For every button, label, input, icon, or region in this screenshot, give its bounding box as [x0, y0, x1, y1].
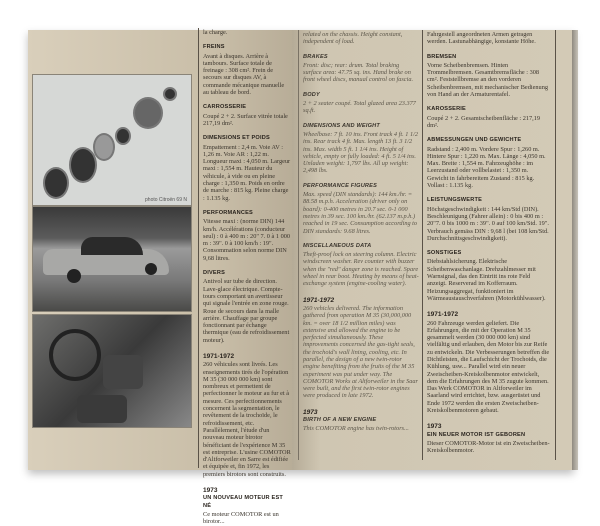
car-roof [81, 237, 143, 255]
section-body: Antivol sur tube de direction. Lave-glace électrique. Compte-tours comportant un avertisseur qui signale l'entrée en zone rouge. Roue de secours dans la malle arrière. Chauffage par groupe fonctionnant par échange thermique (eau de refroidissement moteur). [203, 278, 290, 344]
year-heading: 1971-1972 [203, 352, 235, 360]
history-title: EIN NEUER MOTOR IST GEBOREN [427, 431, 526, 438]
section-heading: FREINS [203, 44, 225, 51]
year-heading: 1971-1972 [303, 296, 335, 304]
left-page [28, 29, 292, 526]
section-heading: KAROSSERIE [427, 106, 466, 113]
section-body: 2 + 2 seater coupé. Total glazed area 23.377 sq.ft. [303, 100, 416, 115]
photo-interior [32, 314, 192, 428]
section-body: Höchstgeschwindigkeit : 144 km/Std (DIN). Beschleunigung (Fahrer allein) : 0 bis 400 m : 20"7. 0 bis 1000 m : 39". 0 auf 100 km/Std. 19". Verbrauch gemäss DIN : 9,68 l (bei 108 km/Std. Durchschnittsgeschwindigkeit). [427, 205, 549, 242]
right-page [292, 30, 574, 470]
section-heading: BRAKES [303, 53, 328, 60]
section-heading: DIMENSIONS AND WEIGHT [303, 122, 381, 129]
section-body: Vitesse maxi : (norme DIN) 144 km/h. Accélérations (conducteur seul) : 0 à 400 m : 20" 7. 0 à 1 000 m : 39". 0 à 100 km/h : 19". Consommation selon norme DIN 9,68 litres. [203, 218, 291, 262]
section-heading: PERFORMANCE FIGURES [303, 182, 378, 189]
section-body: Diebstahlsicherung. Elektrische Scheibenwaschanlage. Drehzahlmesser mit Warnsignal, das den Eintritt ins rote Feld anzeigt. Reserverad im Kofferraum. Heizungsaggregat, funktioniert im Wärmeaustauschverfahren (Motorkühlwasser). [427, 258, 546, 302]
engine-housing [69, 147, 97, 183]
history-body: Ce moteur COMOTOR est un birotor... [203, 510, 279, 526]
section-heading: CARROSSERIE [203, 104, 247, 111]
car-wheel [67, 269, 81, 283]
section-heading: MISCELLANEOUS DATA [303, 242, 372, 249]
section-heading: PERFORMANCES [203, 209, 253, 216]
section-body: Empattement : 2,4 m. Voie AV : 1,26 m. Voie AR : 1,22 m. Longueur maxi : 4,050 m. Largeur maxi : 1,554 m. Hauteur du véhicule, à vide ou en pleine charge : 1,350 m. Poids en ordre de marche : 815 kg. Pleine charge : 1.135 kg. [203, 143, 291, 202]
section-body: Avant à disques. Arrière à tambours. Surface totale de freinage : 308 cm². Frein de secours sur disques AV, à commande mécanique manuelle au tableau de bord. [203, 52, 285, 97]
engine-block [133, 97, 163, 129]
year-heading: 1973 [427, 423, 442, 431]
intro-text: Fahrgestell angeordneten Armen getragen werden. Lastunabhängige, konstante Höhe. [427, 31, 536, 46]
section-body: Max. speed (DIN standards): 144 km./hr. = 88.58 m.p.h. Acceleration (driver only on board): 0-400 metres in 20.7 sec. 0-1 000 metres in 39 sec. 100 km./hr. (62.137 m.p.h.) reached in 19 sec. Consumption according to DIN standards: 9.68 litres. [303, 191, 418, 235]
section-heading: SONSTIGES [427, 250, 462, 257]
section-heading: BREMSEN [427, 53, 457, 60]
photo-exploded-engine [32, 74, 192, 206]
engine-flywheel [43, 167, 69, 199]
section-body: Theft-proof lock on steering column. Electric windscreen washer. Rev counter with buzzer when the "red" danger zone is reached. Spare wheel in rear boot. Heating by means of heat-exchange system (engine-cooling water). [303, 251, 419, 288]
history-body: 260 véhicules sont livrés. Les enseignements tirés de l'opération M 35 (30 000 000 km) sont nombreux et permettent de perfectionner le moteur au fur et à mesure. Ces perfectionnements concernent la segmentation, le revêtement de la trochoïde, le refroidissement, etc. Parallèlement, l'étude d'un nouveau moteur birotor bénéficiant de l'expérience M 35 est entreprise. L'usine COMOTOR d'Altforweiler en Sarre est édifiée et équipée et, fin 1972, les premiers birotors sont construits. [203, 361, 291, 478]
history-body: This COMOTOR engine has twin-rotors... [303, 425, 409, 433]
intro-text: related on the chassis. Height constant, independent of load. [303, 31, 403, 46]
photo-coupe [32, 206, 192, 312]
german-column [422, 30, 556, 460]
intro-text: la charge. [203, 29, 228, 36]
french-column [198, 28, 291, 526]
photo-caption: photo Citroën 69 N [145, 197, 187, 203]
engine-rotor [93, 133, 115, 161]
open-book [28, 29, 574, 526]
year-heading: 1971-1972 [427, 311, 459, 319]
section-body: Radstand : 2,400 m. Vordere Spur : 1,260 m. Hintere Spur : 1,220 m. Max. Länge : 4,050 m. Max. Breite : 1,554 m. Fahrzeughöhe : im Leerzustand oder vollbelastet : 1,350 m. Gewicht in fahrbereitem Zustand : 815 kg. Vollast : 1.135 kg. [427, 145, 546, 190]
history-body: 260 vehicles delivered. The information gathered from operation M 35 (30,000,000 km. = over 18 1/2 million miles) was extensive and allowed the engine to be perfected simultaneously. These improvements concerned the gas-tight seals, the trochoid's wall lining, cooling, etc. In parallel, the design of a new twin-rotor engine benefiting from the fruits of the M 35 experiment was put under way. The COMOTOR Works at Altforweiler in the Saar were built, and the first twin-rotor engines were produced in late 1972. [303, 304, 418, 400]
section-heading: DIVERS [203, 270, 226, 277]
engine-part [115, 127, 131, 145]
section-body: Front: disc; rear: drum. Total braking surface area: 47.75 sq. ins. Hand brake on front wheel discs, manual control on fascia. [303, 61, 414, 84]
history-title: BIRTH OF A NEW ENGINE [303, 417, 377, 424]
section-body: Coupé 2 + 2. Surface vitrée totale 217,19 dm². [203, 112, 288, 127]
section-heading: DIMENSIONS ET POIDS [203, 135, 270, 142]
section-heading: LEISTUNGSWERTE [427, 197, 483, 204]
history-title: UN NOUVEAU MOTEUR EST NÉ [203, 495, 284, 509]
seat [103, 355, 143, 389]
section-body: Wheelbase: 7 ft. 10 ins. Front track 4 ft. 1 1/2 ins. Rear track 4 ft. Max. length 13 ft. 3 1/2 ins. Max. width 5 ft. 1 1/4 ins. Height of vehicle, empty or fully loaded: 4 ft. 5 1/4 ins. Unladen weight: 1,797 lbs. All up weight: 2,498 lbs. [303, 130, 419, 175]
history-body: 260 Fahrzeuge werden geliefert. Die Erfahrungen, die mit der Operation M 35 gesammelt werden (30 000 000 km) sind vielfältig und erlauben, den Motor bis zur Reife zu entwickeln. Die Verbesserungen betreffen die Dichtleisten, die Laufschicht der Trochoids, die Kühlung, usw... Parallel wird ein neuer Zweischeiben-Kreiskolbenmotor entwickelt, dem die Erfahrungen des M 35 zugute kommen. Das Werk COMOTOR in Altforweiler im Saarland wird errichtet, bzw. ausgerüstet und Ende 1972 werden die ersten Zweischeiben-Kreiskolbenmotoren gebaut. [427, 319, 550, 415]
seat [77, 395, 127, 423]
engine-part [163, 87, 177, 101]
section-heading: BODY [303, 91, 320, 98]
page-edge [572, 30, 578, 470]
steering-wheel [49, 329, 101, 381]
section-body: Coupé 2 + 2. Gesamtscheibenfläche : 217,19 dm². [427, 114, 541, 129]
year-heading: 1973 [303, 408, 318, 416]
english-column [298, 30, 419, 460]
history-body: Dieser COMOTOR-Motor ist ein Zweischeiben-Kreiskolbenmotor. [427, 439, 550, 455]
car-wheel [145, 263, 157, 275]
year-heading: 1973 [203, 487, 218, 495]
section-heading: ABMESSUNGEN UND GEWICHTE [427, 137, 522, 144]
section-body: Vorne Scheibenbremsen. Hinten Trommelbremsen. Gesamtbremsfläche : 308 cm². Feststellbremse an den vorderen Scheibenbremsen, mit mechanischer Bedienung von Hand an der Armaturentafel. [427, 61, 549, 99]
